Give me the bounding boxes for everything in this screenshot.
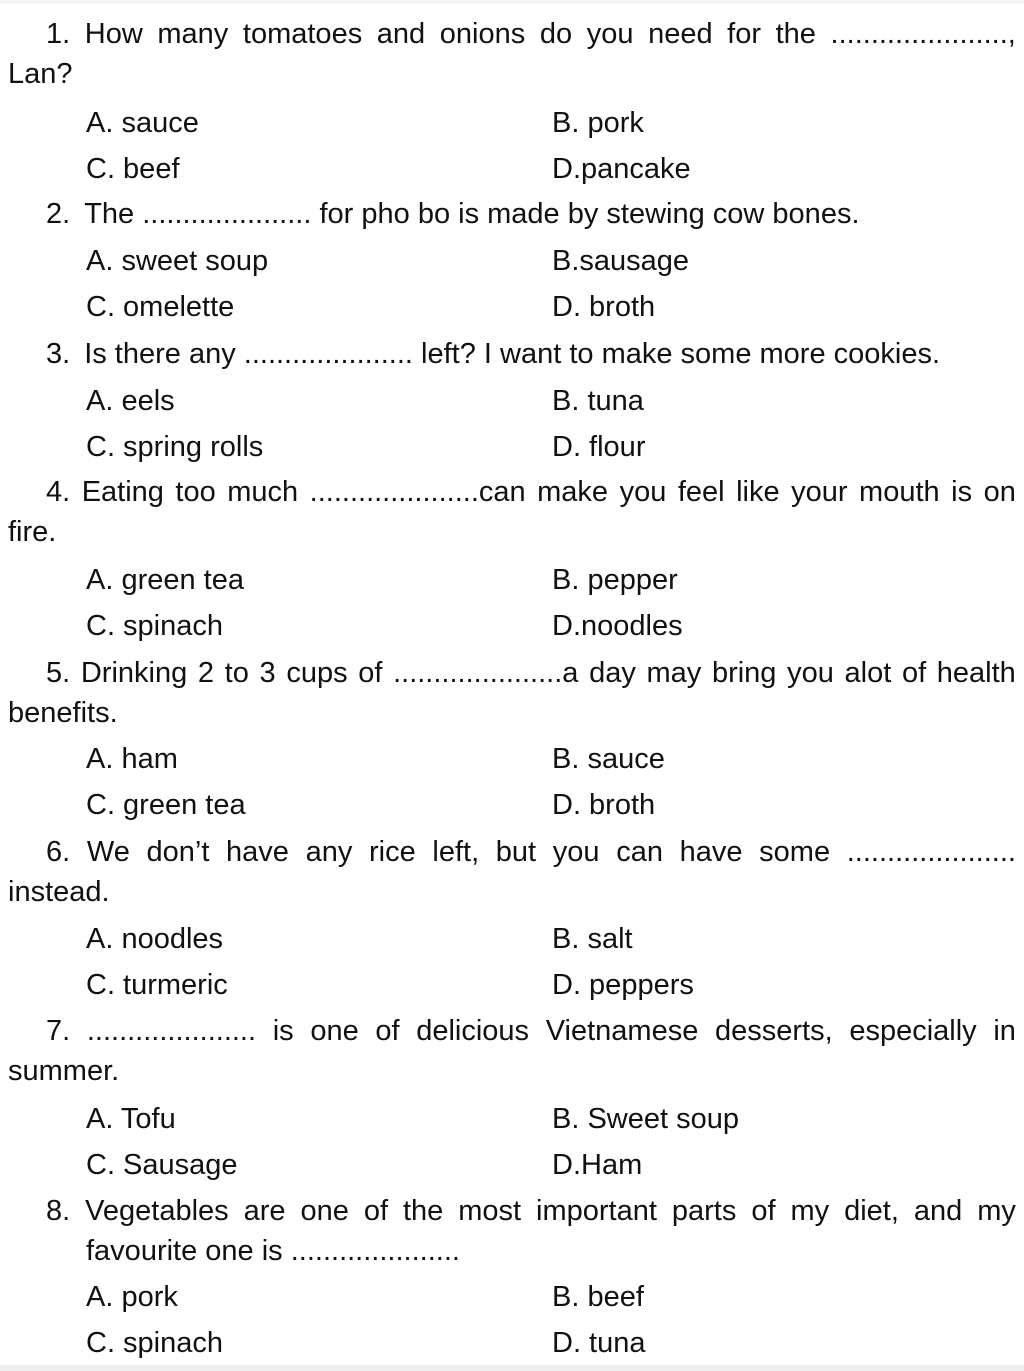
question-1-line-1 [8, 14, 1016, 54]
option-a[interactable]: A. ham [86, 743, 178, 775]
option-d[interactable]: D.noodles [552, 610, 683, 642]
option-c[interactable]: C. spring rolls [86, 431, 264, 463]
question-number: 2. [46, 198, 71, 230]
word: 3 [259, 657, 276, 689]
option-a[interactable]: A. noodles [86, 923, 224, 955]
bottom-edge [0, 1365, 1024, 1371]
word: have [226, 836, 289, 868]
word: of [901, 657, 927, 689]
word: left, [432, 836, 480, 868]
option-a[interactable]: A. green tea [86, 564, 244, 596]
option-d[interactable]: D. broth [552, 291, 656, 323]
word: do [539, 18, 573, 50]
option-c[interactable]: C. green tea [86, 789, 246, 821]
word: my [790, 1195, 830, 1227]
answer-blank: ..................... [846, 836, 1016, 868]
word: of [358, 657, 383, 689]
option-a[interactable]: A. sweet soup [86, 245, 269, 277]
option-a[interactable]: A. pork [86, 1281, 178, 1313]
question-number: 5. [46, 657, 71, 689]
word: cups [286, 657, 348, 689]
question-7-line-1 [8, 1011, 1016, 1051]
question-7-options [86, 1096, 986, 1188]
word: one [300, 1195, 349, 1227]
question-number: 7. [46, 1015, 71, 1047]
word: any [305, 836, 353, 868]
word: are [243, 1195, 286, 1227]
option-b[interactable]: B. pepper [552, 564, 678, 596]
word: is [951, 476, 973, 508]
option-b[interactable]: B. salt [552, 923, 633, 955]
top-edge [0, 0, 1024, 4]
word: mouth [859, 476, 940, 508]
question-6-line-2: instead. [8, 876, 110, 908]
question-4-line-1 [8, 472, 1016, 512]
question-1 [8, 14, 1016, 94]
word: Drinking [80, 657, 188, 689]
word: parts [671, 1195, 737, 1227]
word: rice [369, 836, 416, 868]
word: of [375, 1015, 400, 1047]
question-8-line-1 [8, 1191, 1016, 1231]
option-c[interactable]: C. turmeric [86, 969, 228, 1001]
word: Vegetables [85, 1195, 229, 1227]
word: is [272, 1015, 294, 1047]
question-5-line-2: benefits. [8, 697, 118, 729]
option-a[interactable]: A. sauce [86, 107, 199, 139]
question-number: 4. [46, 476, 71, 508]
word: health [936, 657, 1016, 689]
question-8-options [86, 1274, 986, 1366]
option-b[interactable]: B. sauce [552, 743, 665, 775]
word: need [648, 18, 713, 50]
word: make [537, 476, 609, 508]
word: on [983, 476, 1016, 508]
word: How [84, 18, 143, 50]
question-8-line-2: favourite one is ..................... [86, 1235, 460, 1267]
word: you [552, 836, 600, 868]
word: you [619, 476, 667, 508]
word: the [402, 1195, 444, 1227]
option-c[interactable]: C. spinach [86, 1327, 224, 1359]
question-number: 8. [46, 1195, 71, 1227]
question-number: 6. [46, 836, 71, 868]
option-c[interactable]: C. omelette [86, 291, 235, 323]
word: you [787, 657, 834, 689]
word: tomatoes [242, 18, 363, 50]
answer-blank: .....................a [393, 657, 579, 689]
word: my [977, 1195, 1016, 1227]
word: alot [844, 657, 892, 689]
word: many [157, 18, 229, 50]
word: delicious [416, 1015, 530, 1047]
question-7-line-2: summer. [8, 1055, 120, 1087]
option-d[interactable]: D.pancake [552, 153, 691, 185]
question-8 [8, 1191, 1016, 1271]
question-1-line-2: Lan? [8, 58, 73, 90]
word: the [775, 18, 816, 50]
question-5 [8, 653, 1016, 733]
answer-blank: ......................, [830, 18, 1016, 50]
word: one [310, 1015, 359, 1047]
word: may [646, 657, 702, 689]
option-b[interactable]: B.sausage [552, 245, 690, 277]
question-7 [8, 1011, 1016, 1091]
question-2 [8, 194, 1016, 234]
word: Vietnamese [545, 1015, 699, 1047]
word: much [227, 476, 299, 508]
option-c[interactable]: C. beef [86, 153, 180, 185]
question-5-line-1 [8, 653, 1016, 693]
word: and [913, 1195, 963, 1227]
option-c[interactable]: C. spinach [86, 610, 224, 642]
word: We [86, 836, 130, 868]
word: diet, [844, 1195, 899, 1227]
word: your [791, 476, 848, 508]
word: of [751, 1195, 776, 1227]
word: important [536, 1195, 657, 1227]
option-a[interactable]: A. Tofu [86, 1103, 176, 1135]
question-4 [8, 472, 1016, 552]
option-b[interactable]: B. tuna [552, 385, 644, 417]
option-a[interactable]: A. eels [86, 385, 175, 417]
question-4-line-2: fire. [8, 516, 57, 548]
option-c[interactable]: C. Sausage [86, 1149, 238, 1181]
word: you [586, 18, 634, 50]
word: Eating [81, 476, 164, 508]
word: of [363, 1195, 389, 1227]
word: have [679, 836, 743, 868]
option-d[interactable]: D.Ham [552, 1149, 643, 1181]
question-2-options [86, 238, 986, 330]
word: too [175, 476, 216, 508]
word: but [495, 836, 537, 868]
word: bring [711, 657, 777, 689]
question-5-options [86, 736, 986, 828]
question-text: Is there any ..................... left? I want to make some more cookies. [84, 338, 941, 370]
option-b[interactable]: B. Sweet soup [552, 1103, 739, 1135]
word: most [458, 1195, 522, 1227]
question-6-options [86, 916, 986, 1008]
option-b[interactable]: B. pork [552, 107, 644, 139]
word: to [224, 657, 249, 689]
word: 2 [197, 657, 215, 689]
word: desserts, [714, 1015, 833, 1047]
word: don’t [146, 836, 210, 868]
option-d[interactable]: D. flour [552, 431, 646, 463]
word: in [993, 1015, 1016, 1047]
word: for [727, 18, 762, 50]
option-b[interactable]: B. beef [552, 1281, 644, 1313]
question-6 [8, 832, 1016, 912]
question-text: The ..................... for pho bo is made by stewing cow bones. [84, 198, 860, 230]
question-3-line-1 [8, 334, 1016, 374]
answer-blank: ..................... [86, 1015, 257, 1047]
question-6-line-1 [8, 832, 1016, 872]
word: especially [849, 1015, 977, 1047]
option-d[interactable]: D. broth [552, 789, 656, 821]
word: like [736, 476, 780, 508]
option-d[interactable]: D. peppers [552, 969, 694, 1001]
question-2-line-1 [8, 194, 1016, 234]
question-3 [8, 334, 1016, 374]
question-number: 3. [46, 338, 71, 370]
question-4-options [86, 557, 986, 649]
word: feel [677, 476, 725, 508]
word: can [616, 836, 663, 868]
answer-blank: .....................can [309, 476, 526, 508]
word: onions [439, 18, 526, 50]
word: and [376, 18, 426, 50]
option-d[interactable]: D. tuna [552, 1327, 646, 1359]
question-1-options [86, 100, 986, 192]
word: day [589, 657, 636, 689]
word: some [759, 836, 831, 868]
question-3-options [86, 378, 986, 470]
question-number: 1. [46, 18, 71, 50]
